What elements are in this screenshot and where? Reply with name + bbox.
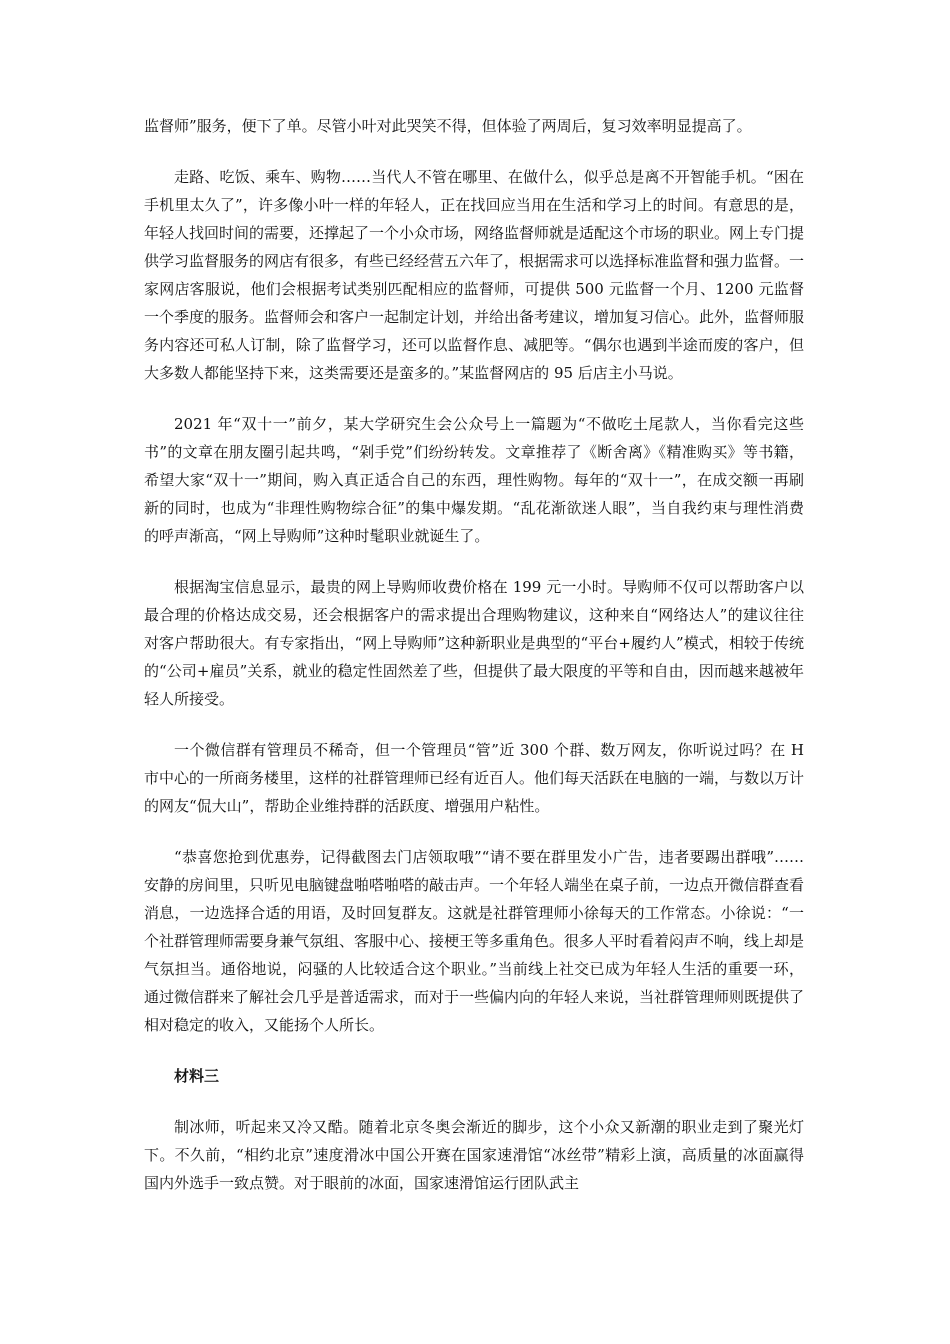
- paragraph-1: 监督师”服务，便下了单。尽管小叶对此哭笑不得，但体验了两周后，复习效率明显提高了。: [144, 117, 752, 135]
- paragraph-7: 制冰师，听起来又冷又酷。随着北京冬奥会渐近的脚步，这个小众又新潮的职业走到了聚光灯下。不久前，“相约北京”速度滑冰中国公开赛在国家速滑馆“冰丝带”精彩上演，高质量的冰面赢得国内外选手一致点赞。对于眼前的冰面，国家速滑馆运行团队武主: [144, 1118, 804, 1192]
- paragraph-6: “恭喜您抢到优惠券，记得截图去门店领取哦”“请不要在群里发小广告，违者要踢出群哦”……安静的房间里，只听见电脑键盘啪嗒啪嗒的敲击声。一个年轻人端坐在桌子前，一边点开微信群查看消息，一边选择合适的用语，及时回复群友。这就是社群管理师小徐每天的工作常态。小徐说：“一个社群管理师需要身兼气氛组、客服中心、接梗王等多重角色。很多人平时看着闷声不响，线上却是气氛担当。通俗地说，闷骚的人比较适合这个职业。”当前线上社交已成为年轻人生活的重要一环，通过微信群来了解社会几乎是普适需求，而对于一些偏内向的年轻人来说，当社群管理师则既提供了相对稳定的收入，又能扬个人所长。: [144, 848, 805, 1034]
- paragraph-3: 2021 年“双十一”前夕，某大学研究生会公众号上一篇题为“不做吃土尾款人，当你看完这些书”的文章在朋友圈引起共鸣，“剁手党”们纷纷转发。文章推荐了《断舍离》《精准购买》等书籍，希望大家“双十一”期间，购入真正适合自己的东西，理性购物。每年的“双十一”，在成交额一再刷新的同时，也成为“非理性购物综合征”的集中爆发期。“乱花渐欲迷人眼”，当自我约束与理性消费的呼声渐高，“网上导购师”这种时髦职业就诞生了。: [144, 415, 804, 545]
- paragraph-2: 走路、吃饭、乘车、购物……当代人不管在哪里、在做什么，似乎总是离不开智能手机。“困在手机里太久了”，许多像小叶一样的年轻人，正在找回应当用在生活和学习上的时间。有意思的是，年轻人找回时间的需要，还撑起了一个小众市场，网络监督师就是适配这个市场的职业。网上专门提供学习监督服务的网店有很多，有些已经经营五六年了，根据需求可以选择标准监督和强力监督。一家网店客服说，他们会根据考试类别匹配相应的监督师，可提供 500 元监督一个月、1200 元监督一个季度的服务。监督师会和客户一起制定计划，并给出备考建议，增加复习信心。此外，监督师服务内容还可私人订制，除了监督学习，还可以监督作息、减肥等。“偶尔也遇到半途而废的客户，但大多数人都能坚持下来，这类需要还是蛮多的。”某监督网店的 95 后店主小马说。: [144, 168, 805, 382]
- document-page: [144, 112, 804, 1220]
- section-heading: 材料三: [174, 1067, 220, 1085]
- paragraph-5: 一个微信群有管理员不稀奇，但一个管理员“管”近 300 个群、数万网友，你听说过吗？在 H 市中心的一所商务楼里，这样的社群管理师已经有近百人。他们每天活跃在电脑的一端，与数以万计的网友“侃大山”，帮助企业维持群的活跃度、增强用户粘性。: [144, 741, 805, 815]
- paragraph-4: 根据淘宝信息显示，最贵的网上导购师收费价格在 199 元一小时。导购师不仅可以帮助客户以最合理的价格达成交易，还会根据客户的需求提出合理购物建议，这种来自“网络达人”的建议往往对客户帮助很大。有专家指出，“网上导购师”这种新职业是典型的“平台+履约人”模式，相较于传统的“公司+雇员”关系，就业的稳定性固然差了些，但提供了最大限度的平等和自由，因而越来越被年轻人所接受。: [144, 578, 804, 708]
